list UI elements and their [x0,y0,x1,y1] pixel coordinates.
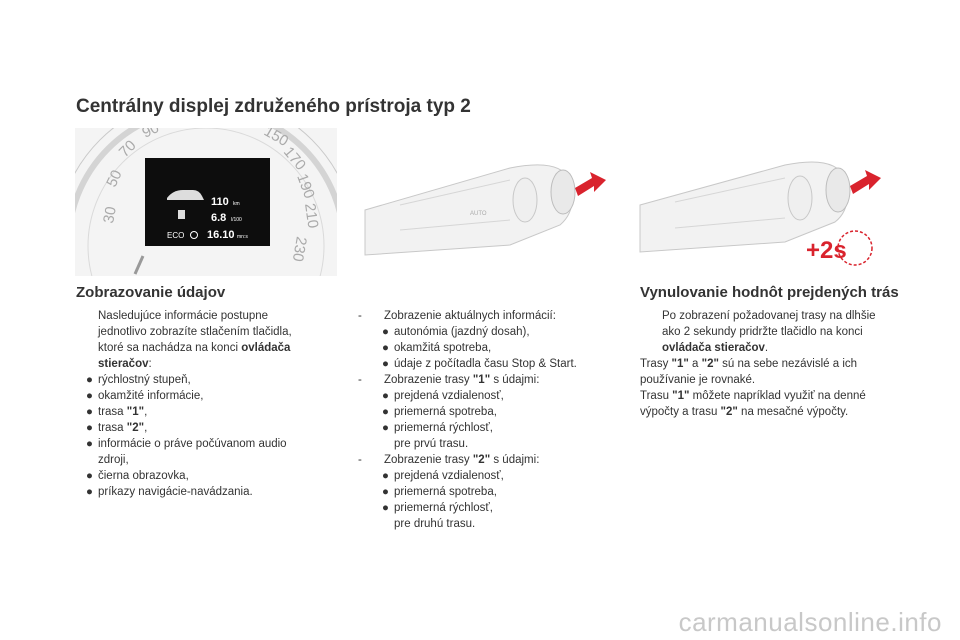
list-item: ● priemerná spotreba, [382,406,497,418]
stalk-ring [513,178,537,222]
instrument-cluster-illustration [75,128,337,276]
stalk-ring [788,176,812,220]
speed-label-170: 170 [279,143,310,174]
list-item: ● prejdená vzdialenosť, [382,470,504,482]
press-arrow-icon [575,172,606,196]
speed-label-70: 70 [115,137,140,161]
display-time-value: 16.10 [207,229,235,241]
instruction-paragraph: Po zobrazení požadovanej trasy na dlhšie ako 2 sekundy pridržte tlačidlo na konci ovládača stieračov. [662,310,876,354]
press-arrow-icon [850,170,881,194]
speed-label-50: 50 [103,167,126,190]
list-item: ● čierna obrazovka, [86,470,189,482]
list-item: ● prejdená vzdialenosť, [382,390,504,402]
display-consumption-value: 6.8 [211,212,227,224]
display-eco-label: ECO [167,231,185,240]
speed-label-210: 210 [301,202,322,230]
list-item: ● okamžité informácie, [86,390,204,402]
instruction-paragraph: Nasledujúce informácie postupne jednotlivo zobrazíte stlačením tlačidla, ktoré sa nachádza na konci ovládača stieračov: [98,310,292,370]
list-item: ● informácie o práve počúvanom audio zdroji, [86,438,287,466]
speed-label-150: 150 [261,128,292,150]
list-item: ● priemerná spotreba, [382,486,497,498]
paragraph-trips-usage: Trasu "1" môžete napríklad využiť na denné výpočty a trasu "2" na mesačné výpočty. [640,390,866,418]
watermark: carmanualsonline.info [678,607,942,637]
list-item: ● príkazy navigácie-navádzania. [86,486,253,498]
section-heading-display-info: Zobrazovanie údajov [76,284,226,301]
wiper-stalk-hold-illustration [635,150,900,270]
display-info-column [76,308,336,500]
list-item: ● údaje z počítadla času Stop & Start. [382,358,577,370]
group-heading: - Zobrazenie trasy "2" s údajmi: [358,454,540,466]
list-item: ● trasa "1", [86,406,148,418]
stalk-end-button [551,170,575,214]
list-continuation: pre druhú trasu. [394,518,476,530]
page-title: Centrálny displej združeného prístroja typ 2 [76,96,471,117]
display-time-unit: mn:s [237,234,248,240]
speed-label-230: 230 [288,235,310,263]
stalk-end-button [826,168,850,212]
list-item: ● rýchlostný stupeň, [86,374,191,386]
section-heading-reset-trips: Vynulovanie hodnôt prejdených trás [640,284,899,301]
list-item: ● priemerná rýchlosť, [382,422,493,434]
group-heading: - Zobrazenie trasy "1" s údajmi: [358,374,540,386]
wiper-stalk-illustration [360,150,610,260]
display-consumption-unit: l/100 [231,217,242,223]
paragraph-trips-independent: Trasy "1" a "2" sú na sebe nezávislé a ich používanie je rovnaké. [640,358,858,386]
list-item: ● trasa "2", [86,422,148,434]
fuel-pump-icon [178,210,185,219]
list-item: ● okamžitá spotreba, [382,342,492,354]
reset-trips-column [640,308,900,420]
display-speed-value: 110 [211,196,229,208]
list-item: ● priemerná rýchlosť, [382,502,493,514]
wiper-stalk-figure [360,150,610,260]
speed-label-90: 90 [139,128,162,142]
group-heading: - Zobrazenie aktuálnych informácií: [358,310,556,322]
speed-label-30: 30 [100,205,120,225]
instrument-cluster-figure [75,128,337,276]
list-continuation: pre prvú trasu. [394,438,469,450]
stalk-auto-label: AUTO [470,211,487,217]
hold-2s-badge: +2s [806,237,847,264]
current-info-column [356,308,616,532]
display-speed-unit: km [233,201,240,207]
wiper-stalk-hold-figure [635,150,900,270]
speed-label-190: 190 [293,171,318,201]
list-item: ● autonómia (jazdný dosah), [382,326,530,338]
